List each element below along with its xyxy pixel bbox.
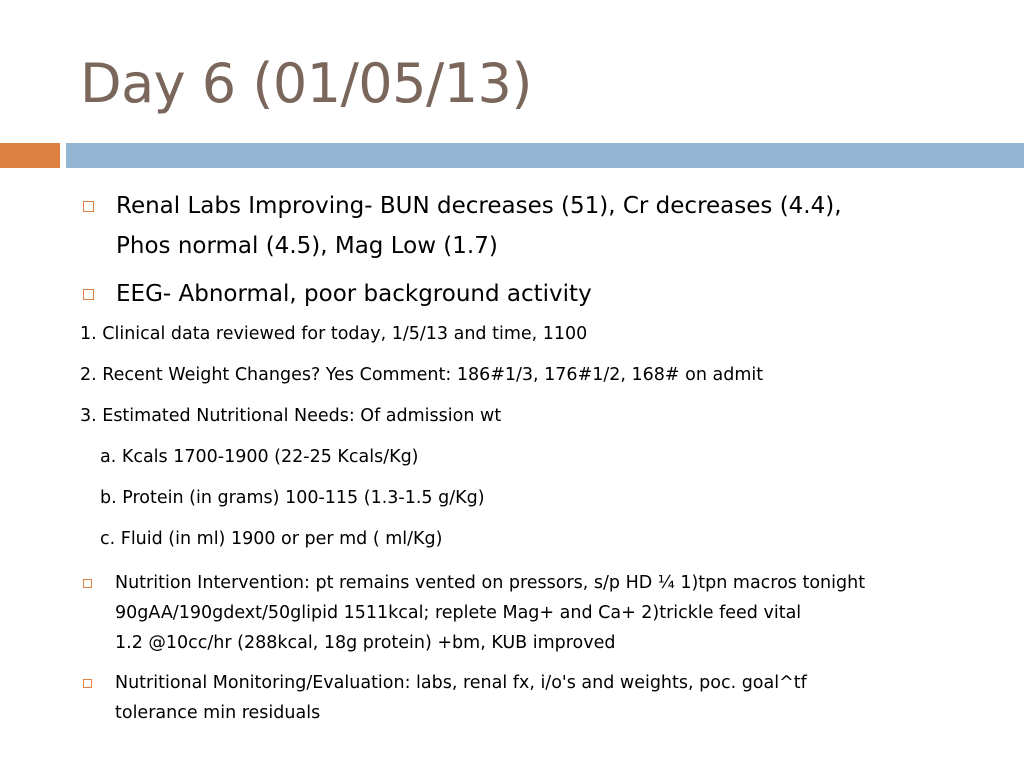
- bullet-line: 90gAA/190gdext/50glipid 1511kcal; replete Mag+ and Ca+ 2)trickle feed vital: [115, 603, 802, 623]
- square-bullet-icon: [83, 201, 94, 212]
- bullet-line: 1.2 @10cc/hr (288kcal, 18g protein) +bm, KUB improved: [115, 633, 616, 653]
- item-weight-changes: 2. Recent Weight Changes? Yes Comment: 186#1/3, 176#1/2, 168# on admit: [80, 365, 764, 385]
- need-kcals: a. Kcals 1700-1900 (22-25 Kcals/Kg): [100, 447, 419, 467]
- slide-title: Day 6 (01/05/13): [80, 52, 532, 115]
- bullet-line: tolerance min residuals: [115, 703, 321, 723]
- need-fluid: c. Fluid (in ml) 1900 or per md ( ml/Kg): [100, 529, 443, 549]
- need-protein: b. Protein (in grams) 100-115 (1.3-1.5 g/Kg): [100, 488, 485, 508]
- slide-content: [80, 186, 1000, 738]
- square-bullet-icon: [83, 289, 94, 300]
- bullet-line: Nutrition Intervention: pt remains vented on pressors, s/p HD ¼ 1)tpn macros tonight: [115, 573, 866, 593]
- item-nutritional-needs: 3. Estimated Nutritional Needs: Of admission wt: [80, 406, 502, 426]
- bullet-line: Renal Labs Improving- BUN decreases (51), Cr decreases (4.4),: [116, 193, 842, 219]
- bullet-renal-labs: [80, 186, 1000, 266]
- accent-bar-blue: [66, 143, 1024, 168]
- square-bullet-icon: [83, 579, 92, 588]
- bullet-line: Phos normal (4.5), Mag Low (1.7): [116, 233, 498, 259]
- bullet-nutrition-intervention: [80, 568, 1000, 658]
- bullet-line: EEG- Abnormal, poor background activity: [116, 281, 592, 307]
- bullet-nutritional-monitoring: [80, 668, 1000, 728]
- item-clinical-data: 1. Clinical data reviewed for today, 1/5/13 and time, 1100: [80, 324, 588, 344]
- bullet-eeg: [80, 274, 1000, 314]
- accent-bar-orange: [0, 143, 60, 168]
- bullet-line: Nutritional Monitoring/Evaluation: labs, renal fx, i/o's and weights, poc. goal^tf: [115, 673, 807, 693]
- square-bullet-icon: [83, 679, 92, 688]
